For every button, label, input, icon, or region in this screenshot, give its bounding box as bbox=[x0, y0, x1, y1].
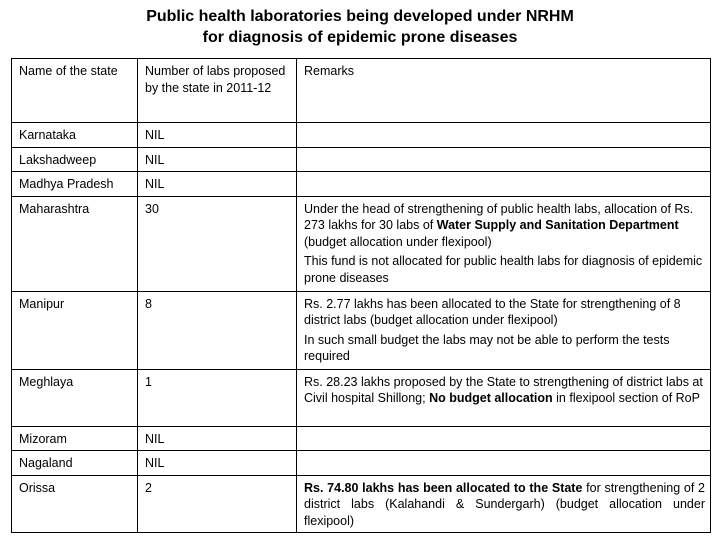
remark-paragraph bbox=[304, 374, 705, 407]
header-labs: Number of labs proposed by the state in 2011-12 bbox=[138, 59, 297, 123]
title-line-2: for diagnosis of epidemic prone diseases bbox=[202, 29, 518, 46]
labs-cell: 1 bbox=[138, 369, 297, 426]
remark-bold-text: Rs. 74.80 lakhs has been allocated to the State bbox=[304, 480, 583, 495]
remarks-cell bbox=[297, 369, 711, 426]
state-cell: Mizoram bbox=[12, 426, 138, 451]
labs-cell: 8 bbox=[138, 291, 297, 369]
table-row bbox=[12, 426, 711, 451]
table-row bbox=[12, 147, 711, 172]
table-row bbox=[12, 291, 711, 369]
remark-text: for strengthening of 2 district labs (Kalahandi & Sundergarh) (budget allocation under flexipool) bbox=[304, 480, 706, 528]
state-cell: Karnataka bbox=[12, 123, 138, 148]
remarks-cell bbox=[297, 147, 711, 172]
remark-bold-text: Water Supply and Sanitation Department bbox=[436, 218, 679, 232]
table-row bbox=[12, 196, 711, 291]
remark-bold-text: No budget allocation bbox=[429, 391, 553, 405]
labs-cell: NIL bbox=[138, 123, 297, 148]
remark-paragraph bbox=[304, 480, 705, 530]
table-row bbox=[12, 451, 711, 476]
table-row bbox=[12, 123, 711, 148]
remarks-cell bbox=[297, 172, 711, 197]
remark-paragraph bbox=[304, 201, 705, 251]
labs-table bbox=[11, 58, 711, 533]
page-title bbox=[0, 6, 720, 48]
state-cell: Manipur bbox=[12, 291, 138, 369]
state-cell: Orissa bbox=[12, 475, 138, 533]
remark-text: (budget allocation under flexipool) bbox=[304, 234, 492, 249]
labs-cell: NIL bbox=[138, 451, 297, 476]
labs-cell: NIL bbox=[138, 426, 297, 451]
table-row bbox=[12, 172, 711, 197]
table-row bbox=[12, 369, 711, 426]
remark-paragraph: Rs. 2.77 lakhs has been allocated to the State for strengthening of 8 district labs (budget allocation under flexipool) bbox=[304, 296, 681, 327]
remarks-cell bbox=[297, 123, 711, 148]
header-state: Name of the state bbox=[12, 59, 138, 123]
state-cell: Meghlaya bbox=[12, 369, 138, 426]
table-header-row bbox=[12, 59, 711, 123]
labs-cell: NIL bbox=[138, 147, 297, 172]
remarks-cell bbox=[297, 426, 711, 451]
remark-text: in flexipool section of RoP bbox=[552, 391, 700, 405]
state-cell: Madhya Pradesh bbox=[12, 172, 138, 197]
labs-cell: NIL bbox=[138, 172, 297, 197]
remarks-cell bbox=[297, 196, 711, 291]
remark-text: Under the head of strengthening of public health labs, allocation of Rs. 273 lakhs for 30 labs of bbox=[304, 201, 694, 232]
header-remarks: Remarks bbox=[297, 59, 711, 123]
labs-cell: 30 bbox=[138, 196, 297, 291]
table-row bbox=[12, 475, 711, 533]
state-cell: Maharashtra bbox=[12, 196, 138, 291]
remark-paragraph: In such small budget the labs may not be able to perform the tests required bbox=[304, 332, 670, 363]
remarks-cell bbox=[297, 451, 711, 476]
remark-paragraph: This fund is not allocated for public health labs for diagnosis of epidemic prone diseases bbox=[304, 254, 703, 285]
remarks-cell bbox=[297, 475, 711, 533]
state-cell: Nagaland bbox=[12, 451, 138, 476]
state-cell: Lakshadweep bbox=[12, 147, 138, 172]
remark-text: Rs. 28.23 lakhs proposed by the State to strengthening of district labs at Civil hospital Shillong; bbox=[304, 374, 703, 405]
labs-cell: 2 bbox=[138, 475, 297, 533]
title-line-1: Public health laboratories being developed under NRHM bbox=[146, 8, 574, 25]
remarks-cell bbox=[297, 291, 711, 369]
